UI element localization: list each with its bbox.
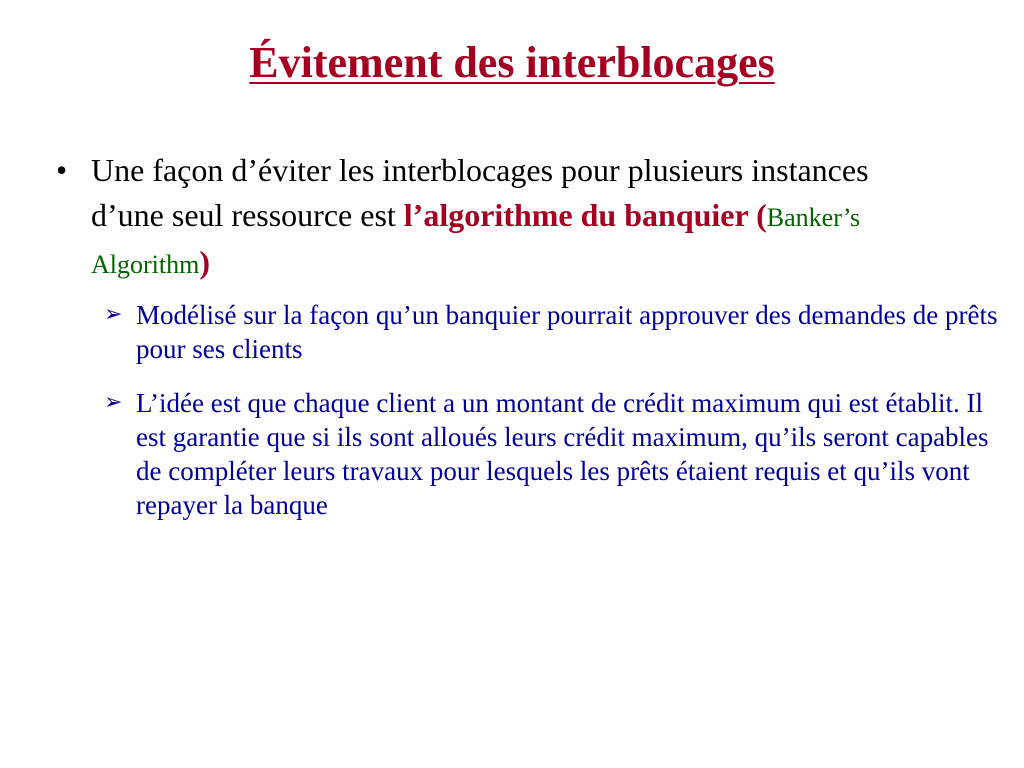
- sub-bullet-list: [104, 298, 999, 522]
- bullet-dot-icon: •: [56, 152, 68, 188]
- sub-bullet-text: L’idée est que chaque client a un montant de crédit maximum qui est établit. Il est garantie que si ils sont alloués leurs crédit maximum, qu’ils seront capables de compléter leurs travaux pour lesquels les prêts étaient requis et qu’ils vont repayer la banque: [136, 388, 989, 520]
- sub-bullet-item: [104, 386, 999, 522]
- main-bullet: [56, 148, 946, 287]
- slide-title: [0, 38, 1024, 89]
- algorithm-name: l’algorithme du banquier: [403, 197, 749, 233]
- arrow-bullet-icon: ➢: [104, 390, 123, 415]
- paren-close: ): [199, 244, 210, 280]
- arrow-bullet-icon: ➢: [104, 302, 123, 327]
- sub-bullet-item: [104, 298, 999, 366]
- slide-title-text: Évitement des interblocages: [249, 38, 775, 87]
- main-bullet-intro: Une façon d’éviter les interblocages pour plusieurs instances d’une seul ressource est: [91, 152, 869, 233]
- sub-bullet-text: Modélisé sur la façon qu’un banquier pourrait approuver des demandes de prêts pour ses clients: [136, 300, 998, 364]
- algorithm-english-name: Banker’s Algorithm: [91, 203, 861, 279]
- main-bullet-text: [91, 148, 946, 287]
- paren-open: (: [748, 197, 767, 233]
